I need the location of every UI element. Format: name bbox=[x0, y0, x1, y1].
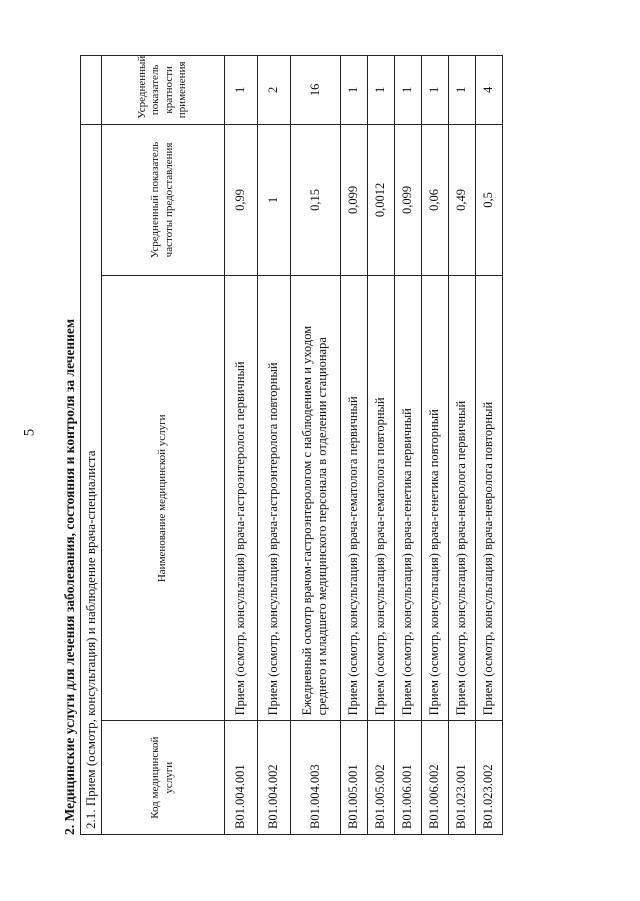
frequency-value: 0,49 bbox=[448, 124, 475, 276]
service-code: B01.004.001 bbox=[224, 721, 257, 835]
service-name: Прием (осмотр, консультация) врача-невролога повторный bbox=[475, 276, 502, 721]
service-code: B01.023.001 bbox=[448, 721, 475, 835]
table-row bbox=[475, 56, 502, 835]
service-code: B01.005.001 bbox=[340, 721, 367, 835]
service-code: B01.004.003 bbox=[290, 721, 340, 835]
frequency-value: 0,06 bbox=[421, 124, 448, 276]
table-row bbox=[340, 56, 367, 835]
service-name: Прием (осмотр, консультация) врача-генетика повторный bbox=[421, 276, 448, 721]
frequency-value: 0,099 bbox=[340, 124, 367, 276]
multiplicity-value: 16 bbox=[290, 56, 340, 125]
header-frequency: Усредненный показатель частоты предоставления bbox=[101, 124, 224, 276]
service-name: Ежедневный осмотр врачом-гастроэнтерологом с наблюдением и уходом среднего и младшего медицинского персонала в отделении стационара bbox=[290, 276, 340, 721]
table-header-row bbox=[101, 56, 224, 835]
service-code: B01.005.002 bbox=[367, 721, 394, 835]
table-row bbox=[257, 56, 290, 835]
table-row bbox=[290, 56, 340, 835]
section-heading: 2. Медицинские услуги для лечения заболевания, состояния и контроля за лечением bbox=[62, 318, 77, 835]
rotated-document-content bbox=[60, 55, 620, 835]
service-name: Прием (осмотр, консультация) врача-гематолога первичный bbox=[340, 276, 367, 721]
service-name: Прием (осмотр, консультация) врача-гастроэнтеролога первичный bbox=[224, 276, 257, 721]
frequency-value: 0,099 bbox=[394, 124, 421, 276]
frequency-value: 0,99 bbox=[224, 124, 257, 276]
table-row bbox=[367, 56, 394, 835]
multiplicity-value: 2 bbox=[257, 56, 290, 125]
multiplicity-value: 1 bbox=[367, 56, 394, 125]
service-code: B01.006.002 bbox=[421, 721, 448, 835]
multiplicity-value: 1 bbox=[394, 56, 421, 125]
table-row bbox=[421, 56, 448, 835]
header-multiplicity: Усредненный показатель кратности применения bbox=[101, 56, 224, 125]
table-row bbox=[224, 56, 257, 835]
medical-services-table bbox=[80, 55, 503, 835]
service-name: Прием (осмотр, консультация) врача-гематолога повторный bbox=[367, 276, 394, 721]
multiplicity-value: 1 bbox=[224, 56, 257, 125]
subsection-heading: 2.1. Прием (осмотр, консультация) и наблюдение врача-специалиста bbox=[81, 124, 102, 834]
header-name: Наименование медицинской услуги bbox=[101, 276, 224, 721]
page-number: 5 bbox=[21, 428, 38, 437]
service-code: B01.004.002 bbox=[257, 721, 290, 835]
service-name: Прием (осмотр, консультация) врача-гастроэнтеролога повторный bbox=[257, 276, 290, 721]
table-row bbox=[448, 56, 475, 835]
frequency-value: 0,5 bbox=[475, 124, 502, 276]
service-name: Прием (осмотр, консультация) врача-невролога первичный bbox=[448, 276, 475, 721]
subsection-row bbox=[81, 56, 102, 835]
multiplicity-value: 1 bbox=[340, 56, 367, 125]
service-code: B01.006.001 bbox=[394, 721, 421, 835]
service-code: B01.023.002 bbox=[475, 721, 502, 835]
multiplicity-value: 1 bbox=[421, 56, 448, 125]
multiplicity-value: 4 bbox=[475, 56, 502, 125]
header-code: Код медицинской услуги bbox=[101, 721, 224, 835]
multiplicity-value: 1 bbox=[448, 56, 475, 125]
frequency-value: 0,0012 bbox=[367, 124, 394, 276]
service-name: Прием (осмотр, консультация) врача-генетика первичный bbox=[394, 276, 421, 721]
frequency-value: 0,15 bbox=[290, 124, 340, 276]
frequency-value: 1 bbox=[257, 124, 290, 276]
subsection-empty-cell bbox=[81, 56, 102, 125]
table-row bbox=[394, 56, 421, 835]
